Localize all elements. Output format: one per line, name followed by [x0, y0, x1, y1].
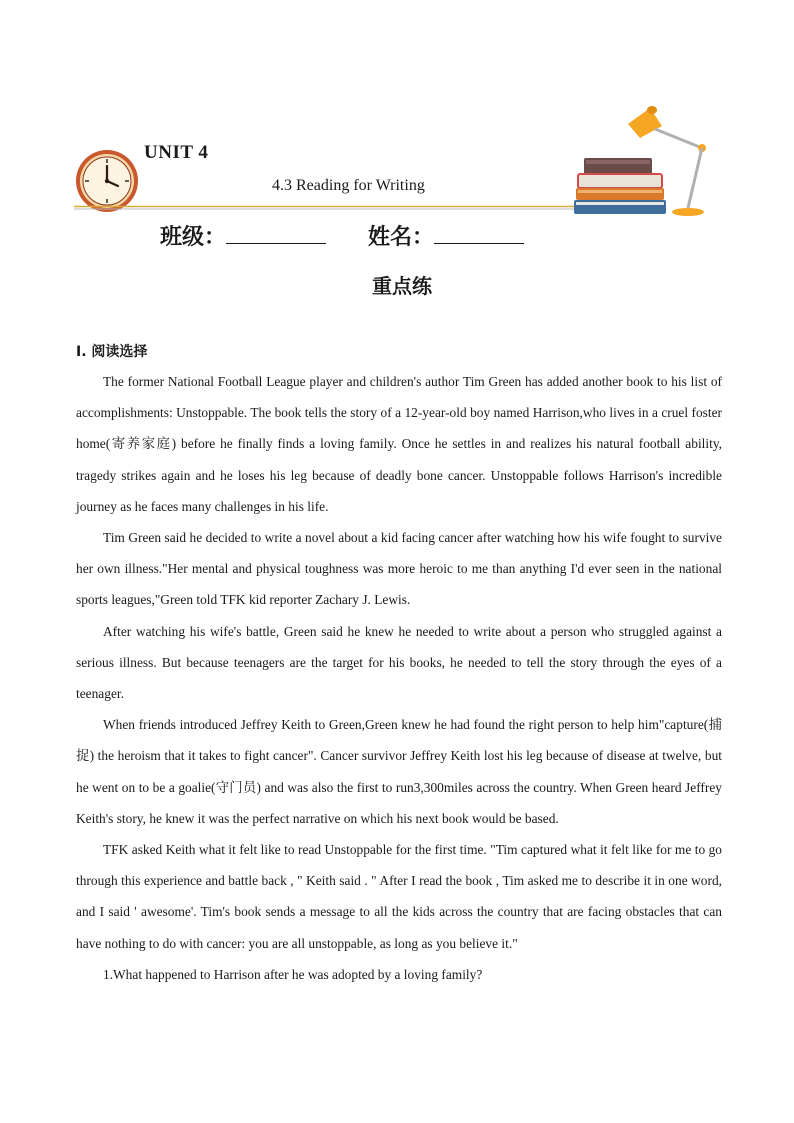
unit-title: UNIT 4 [144, 142, 209, 163]
books-lamp-illustration [570, 96, 720, 221]
section-title: I. 阅读选择 [76, 344, 148, 360]
paragraph: After watching his wife's battle, Green said he knew he needed to write about a person who struggled against a serious illness. But because teenagers are the target for his books, he needed to tell the story through the eyes of a teenager. [76, 623, 722, 702]
header-divider [74, 205, 594, 210]
paragraph: Tim Green said he decided to write a novel about a kid facing cancer after watching how his wife fought to survive her own illness."Her mental and physical toughness was more heroic to me than anything I'd ever seen in the national sports leagues,"Green told TFK kid reporter Zachary J. Lewis. [76, 530, 722, 608]
practice-title [0, 270, 794, 299]
paragraph: The former National Football League player and children's author Tim Green has added another book to his list of accomplishments: Unstoppable. The book tells the story of a 12-year-old boy named Harrison,who lives in a cruel foster home(寄养家庭) before he finally finds a loving family. Once he settles in and realizes his natural football ability, tragedy strikes again and he loses his leg because of deadly bone cancer. Unstoppable follows Harrison's incredible journey as he faces many challenges in his life. [76, 374, 722, 514]
name-field [368, 220, 524, 251]
question-1: 1.What happened to Harrison after he was adopted by a loving family? [103, 966, 483, 982]
class-blank[interactable] [226, 223, 326, 244]
paragraph: When friends introduced Jeffrey Keith to Green,Green knew he had found the right person to help him"capture(捕捉) the heroism that it takes to fight cancer". Cancer survivor Jeffrey Keith lost his leg because of disease at twelve, but he went on to be a goalie(守门员) and was also the first to run3,300miles across the country. When Green heard Jeffrey Keith's story, he knew it was the perfect narrative on which his next book would be based. [76, 717, 722, 826]
name-label: 姓名： [368, 225, 435, 250]
paragraph: TFK asked Keith what it felt like to read Unstoppable for the first time. "Tim captured what it felt like for me to go through this experience and battle back , " Keith said . " After I read the book , Tim asked me to describe it in one word, and I said ' awesome'. Tim's book sends a message to all the kids across the country that are facing obstacles that can have nothing to do with cancer: you are all unstoppable, as long as you believe it." [76, 842, 722, 951]
class-label: 班级： [160, 225, 227, 250]
name-blank[interactable] [434, 223, 524, 244]
lesson-title: 4.3 Reading for Writing [272, 177, 425, 194]
class-field [160, 220, 326, 251]
reading-passage [76, 366, 722, 990]
practice-title-text: 重点练 [372, 274, 432, 298]
